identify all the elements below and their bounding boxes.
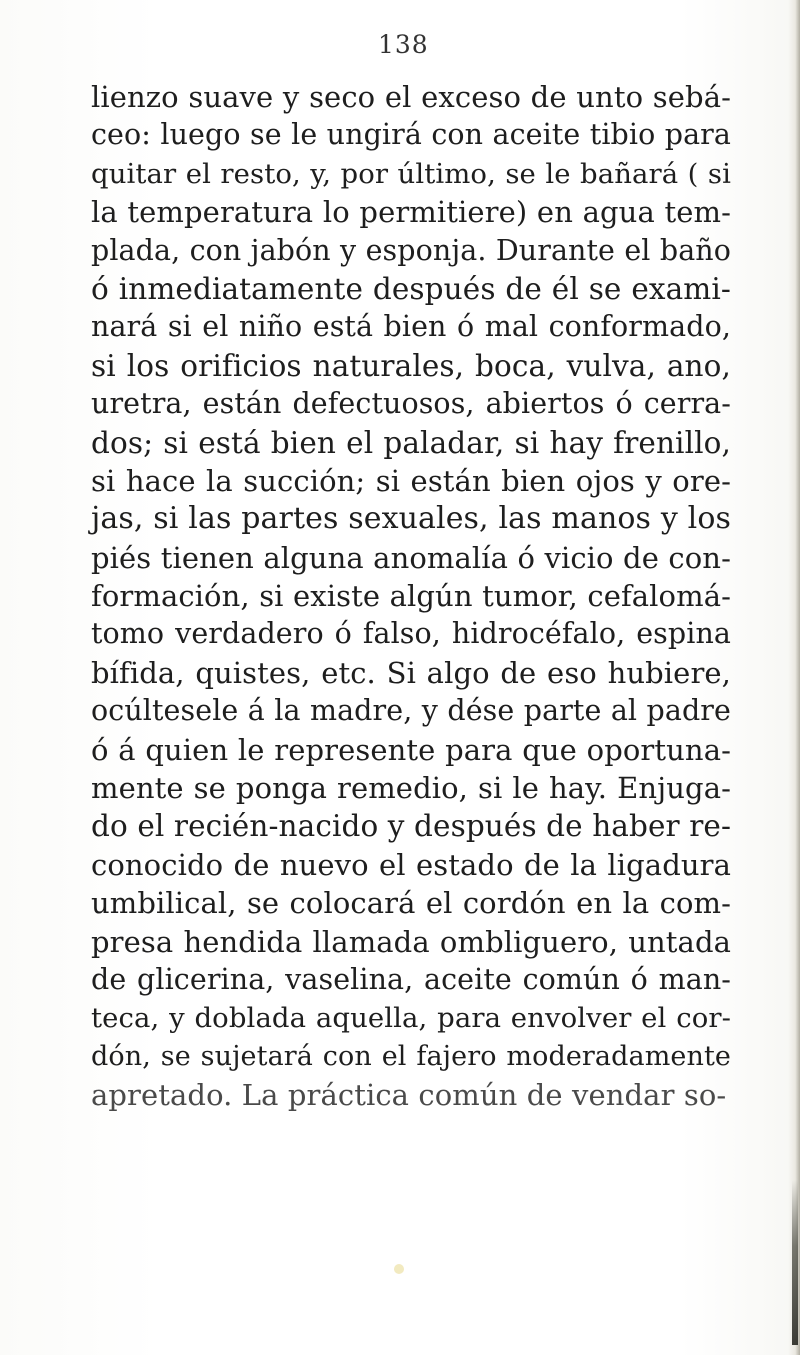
text-line: umbilical, se colocará el cordón en la com- [91, 886, 731, 921]
text-line: la temperatura lo permitiere) en agua tem- [91, 195, 731, 230]
text-line: nará si el niño está bien ó mal conformado, [91, 310, 731, 344]
body-text [91, 78, 731, 1115]
text-line: piés tienen alguna anomalía ó vicio de con- [91, 540, 731, 575]
text-line: dón, se sujetará con el fajero moderadamente [91, 1040, 731, 1072]
text-line: conocido de nuevo el estado de la ligadura [91, 847, 731, 882]
text-line: formación, si existe algún tumor, cefalomá- [91, 579, 731, 614]
text-line: ocúltesele á la madre, y dése parte al padre [91, 694, 731, 728]
text-line: si los orificios naturales, boca, vulva, ano, [91, 348, 731, 383]
text-line: teca, y doblada aquella, para envolver el cor- [91, 1002, 731, 1035]
text-line: do el recién-nacido y después de haber re- [91, 809, 732, 844]
text-line: uretra, están defectuosos, abiertos ó cerra- [91, 387, 731, 421]
page-number: 138 [378, 30, 429, 59]
text-line: si hace la succión; si están bien ojos y ore- [91, 463, 731, 498]
page-edge-mark [792, 1180, 798, 1345]
text-line: ó á quien le represente para que oportuna- [91, 732, 731, 767]
text-line: quitar el resto, y, por último, se le bañará ( si [91, 157, 731, 190]
text-line: dos; si está bien el paladar, si hay frenillo, [91, 425, 731, 460]
text-line: ceo: luego se le ungirá con aceite tibio para [91, 118, 731, 152]
text-line: lienzo suave y seco el exceso de unto sebá- [91, 80, 731, 114]
page-edge-shadow [788, 0, 800, 1355]
text-line: de glicerina, vaselina, aceite común ó man- [91, 962, 731, 996]
text-line: plada, con jabón y esponja. Durante el baño [91, 233, 731, 267]
text-line: mente se ponga remedio, si le hay. Enjuga- [91, 771, 731, 806]
text-line: presa hendida llamada ombliguero, untada [91, 924, 731, 959]
text-line: bífida, quistes, etc. Si algo de eso hubiere, [91, 655, 731, 690]
paper-speck [394, 1264, 404, 1274]
text-line: apretado. La práctica común de vendar so- [91, 1078, 727, 1113]
text-line: ó inmediatamente después de él se exami- [91, 271, 731, 306]
text-line: tomo verdadero ó falso, hidrocéfalo, espina [91, 617, 731, 651]
text-line: jas, si las partes sexuales, las manos y los [91, 501, 731, 537]
